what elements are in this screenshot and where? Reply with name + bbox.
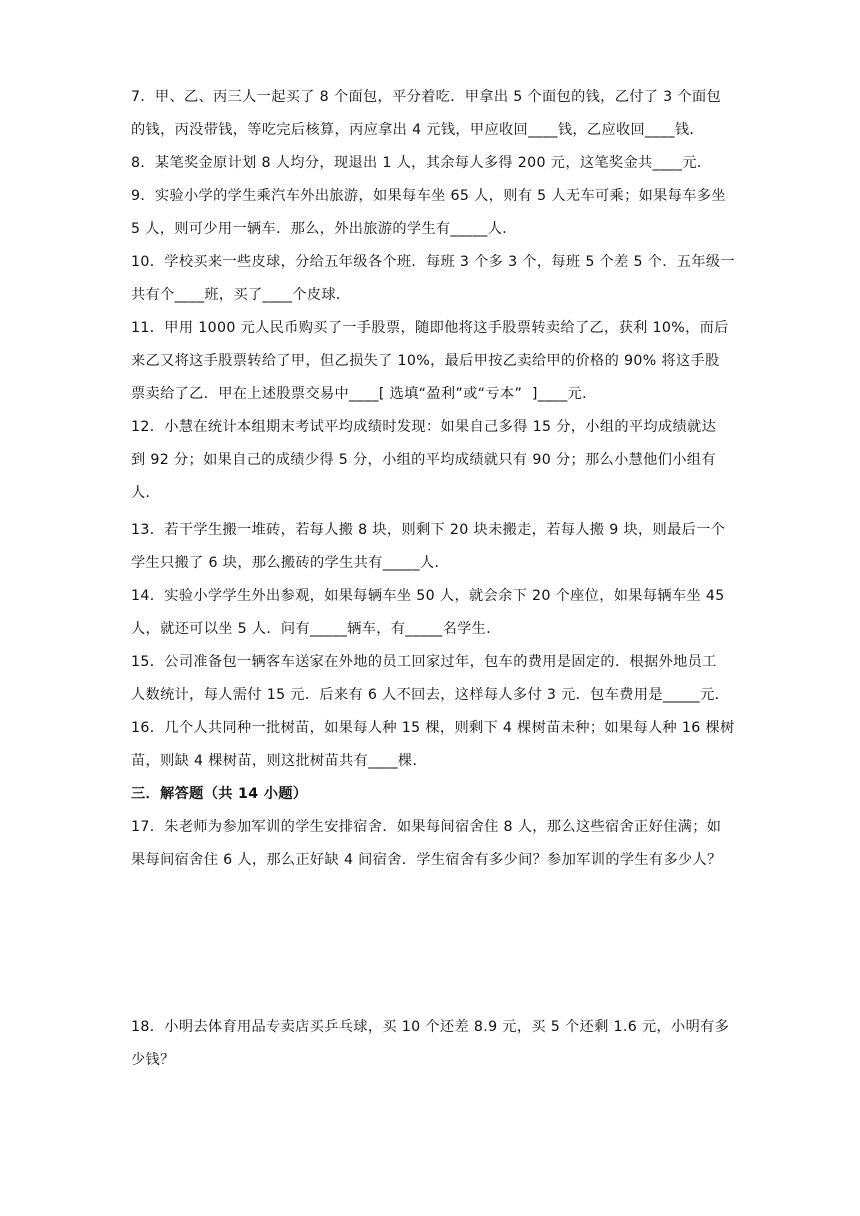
question-11-line-1: 11．甲用 1000 元人民币购买了一手股票，随即他将这手股票转卖给了乙，获利 10%，而后 bbox=[131, 320, 729, 336]
question-10-line-1: 10．学校买来一些皮球，分给五年级各个班．每班 3 个多 3 个，每班 5 个差 5 个．五年级一 bbox=[131, 254, 735, 270]
question-7-line-1: 7．甲、乙、丙三人一起买了 8 个面包，平分着吃．甲拿出 5 个面包的钱，乙付了 3 个面包 bbox=[131, 89, 722, 105]
question-14-line-1: 14．实验小学学生外出参观，如果每辆车坐 50 人，就会余下 20 个座位，如果每辆车坐 45 bbox=[131, 588, 725, 604]
question-15-line-2: 人数统计，每人需付 15 元．后来有 6 人不回去，这样每人多付 3 元．包车费用是_____元． bbox=[131, 687, 730, 703]
question-7-line-2: 的钱，丙没带钱，等吃完后核算，丙应拿出 4 元钱，甲应收回____钱，乙应收回____钱． bbox=[131, 122, 704, 138]
question-12-line-1: 12．小慧在统计本组期末考试平均成绩时发现：如果自己多得 15 分，小组的平均成绩就达 bbox=[131, 419, 717, 435]
problem-17-line-2: 果每间宿舍住 6 人，那么正好缺 4 间宿舍．学生宿舍有多少间？参加军训的学生有多少人？ bbox=[131, 852, 722, 868]
question-16-line-1: 16．几个人共同种一批树苗，如果每人种 15 棵，则剩下 4 棵树苗未种；如果每人种 16 棵树 bbox=[131, 720, 735, 736]
question-9-line-1: 9．实验小学的学生乘汽车外出旅游，如果每车坐 65 人，则有 5 人无车可乘；如果每车多坐 bbox=[131, 188, 726, 204]
question-8-line-1: 8．某笔奖金原计划 8 人均分，现退出 1 人，其余每人多得 200 元，这笔奖金共____元． bbox=[131, 155, 712, 171]
question-16-line-2: 苗，则缺 4 棵树苗，则这批树苗共有____棵． bbox=[131, 753, 428, 769]
question-12-line-2: 到 92 分；如果自己的成绩少得 5 分，小组的平均成绩就只有 90 分；那么小慧他们小组有 bbox=[131, 452, 716, 468]
question-11-line-2: 来乙又将这手股票转给了甲，但乙损失了 10%，最后甲按乙卖给甲的价格的 90% 将这手股 bbox=[131, 353, 720, 369]
problem-17-line-1: 17．朱老师为参加军训的学生安排宿舍．如果每间宿舍住 8 人，那么这些宿舍正好住满；如 bbox=[131, 819, 722, 835]
question-10-line-2: 共有个____班，买了____个皮球． bbox=[131, 287, 351, 303]
question-9-line-2: 5 人，则可少用一辆车．那么，外出旅游的学生有_____人． bbox=[131, 221, 517, 237]
problem-18-line-2: 少钱？ bbox=[131, 1052, 175, 1068]
question-15-line-1: 15．公司准备包一辆客车送家在外地的员工回家过年，包车的费用是固定的．根据外地员工 bbox=[131, 654, 717, 670]
question-14-line-2: 人，就还可以坐 5 人．问有_____辆车，有_____名学生． bbox=[131, 621, 501, 637]
problem-18-line-1: 18．小明去体育用品专卖店买乒乓球，买 10 个还差 8.9 元，买 5 个还剩 1.6 元，小明有多 bbox=[131, 1019, 730, 1035]
section-heading: 三．解答题（共 14 小题） bbox=[131, 786, 308, 802]
question-12-line-3: 人． bbox=[131, 485, 161, 501]
question-13-line-1: 13．若干学生搬一堆砖，若每人搬 8 块，则剩下 20 块未搬走，若每人搬 9 块，则最后一个 bbox=[131, 522, 726, 538]
question-13-line-2: 学生只搬了 6 块，那么搬砖的学生共有_____人． bbox=[131, 555, 449, 571]
question-11-line-3: 票卖给了乙．甲在上述股票交易中____[ 选填“盈利”或“亏本” ]____元． bbox=[131, 386, 597, 402]
